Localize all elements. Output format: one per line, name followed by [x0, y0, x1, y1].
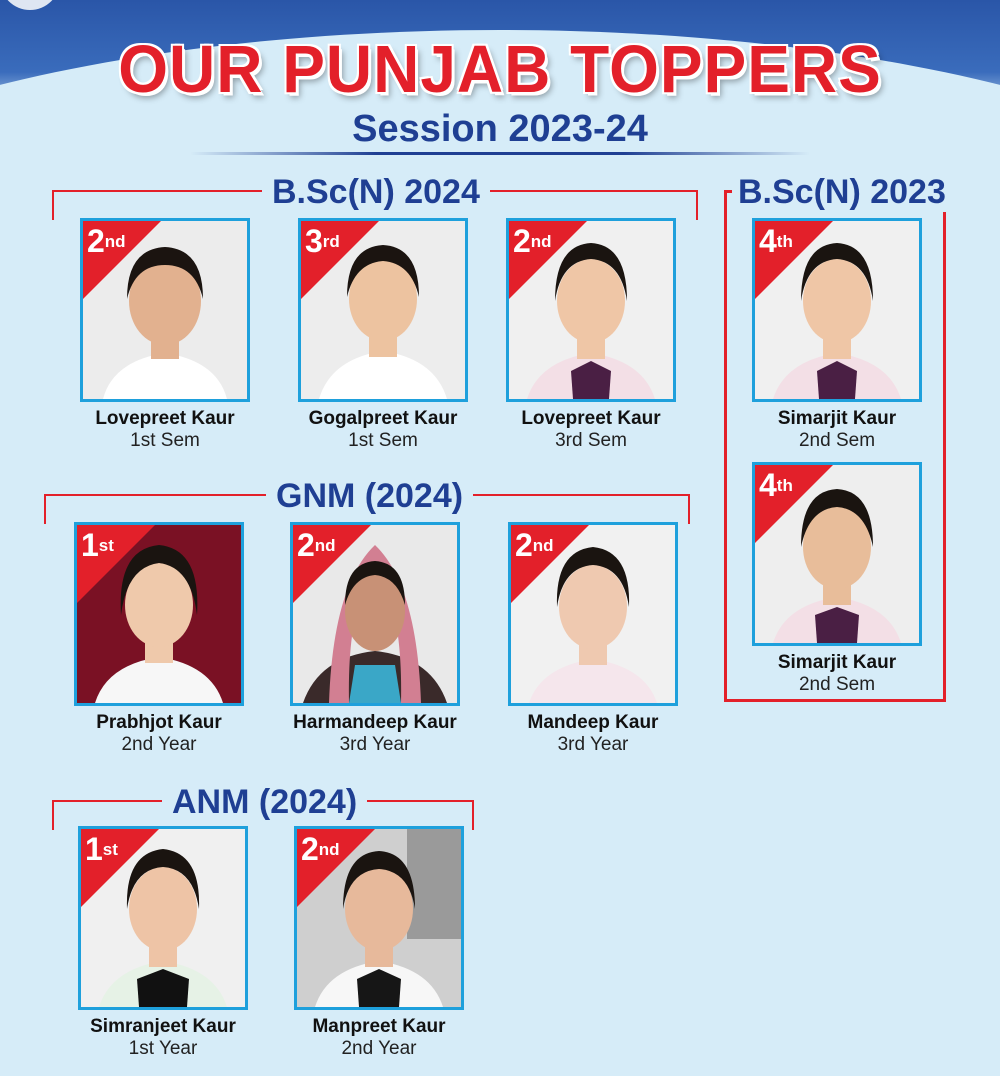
rank-badge: 2nd — [297, 527, 336, 563]
student-semester: 2nd Sem — [798, 674, 876, 695]
session-subtitle: Session 2023-24 — [352, 108, 648, 150]
topper-card — [74, 522, 244, 756]
student-year: 3rd Year — [557, 734, 629, 755]
student-semester: 3rd Sem — [555, 430, 627, 451]
student-photo — [298, 218, 468, 402]
student-photo — [290, 522, 460, 706]
student-photo — [752, 462, 922, 646]
student-name: Simarjit Kaur — [777, 652, 897, 673]
student-name: Harmandeep Kaur — [293, 712, 457, 733]
student-name: Lovepreet Kaur — [521, 408, 661, 429]
rank-badge: 3rd — [305, 223, 340, 259]
topper-card — [752, 462, 922, 696]
student-name: Mandeep Kaur — [527, 712, 659, 733]
rank-badge: 2nd — [87, 223, 126, 259]
student-semester: 1st Sem — [348, 430, 418, 451]
rank-badge: 2nd — [301, 831, 340, 867]
student-name: Prabhjot Kaur — [96, 712, 222, 733]
rank-badge: 1st — [85, 831, 118, 867]
page-title: OUR PUNJAB TOPPERS — [118, 31, 882, 107]
student-semester: 1st Sem — [130, 430, 200, 451]
student-year: 3rd Year — [339, 734, 411, 755]
student-photo — [78, 826, 248, 1010]
topper-card — [78, 826, 248, 1060]
student-year: 2nd Year — [341, 1038, 417, 1059]
student-year: 1st Year — [128, 1038, 198, 1059]
gnm-heading: GNM (2024) — [266, 476, 473, 516]
rank-badge: 2nd — [513, 223, 552, 259]
student-name: Gogalpreet Kaur — [308, 408, 458, 429]
topper-card — [298, 218, 468, 452]
session-divider — [190, 152, 810, 155]
rank-badge: 4th — [759, 223, 793, 259]
anm-heading: ANM (2024) — [162, 782, 367, 822]
bsc2024-heading: B.Sc(N) 2024 — [262, 172, 490, 212]
student-photo — [80, 218, 250, 402]
bsc2023-heading: B.Sc(N) 2023 — [732, 172, 952, 212]
rank-badge: 4th — [759, 467, 793, 503]
student-name: Simarjit Kaur — [777, 408, 897, 429]
topper-card — [752, 218, 922, 452]
student-photo — [74, 522, 244, 706]
student-photo — [752, 218, 922, 402]
rank-badge: 2nd — [515, 527, 554, 563]
topper-card — [506, 218, 676, 452]
topper-card — [508, 522, 678, 756]
student-name: Simranjeet Kaur — [90, 1016, 236, 1037]
student-photo — [508, 522, 678, 706]
student-semester: 2nd Sem — [798, 430, 876, 451]
rank-badge: 1st — [81, 527, 114, 563]
student-year: 2nd Year — [121, 734, 197, 755]
topper-card — [80, 218, 250, 452]
student-name: Lovepreet Kaur — [95, 408, 235, 429]
student-photo — [294, 826, 464, 1010]
topper-card — [294, 826, 464, 1060]
topper-card — [290, 522, 460, 756]
student-photo — [506, 218, 676, 402]
student-name: Manpreet Kaur — [312, 1016, 446, 1037]
